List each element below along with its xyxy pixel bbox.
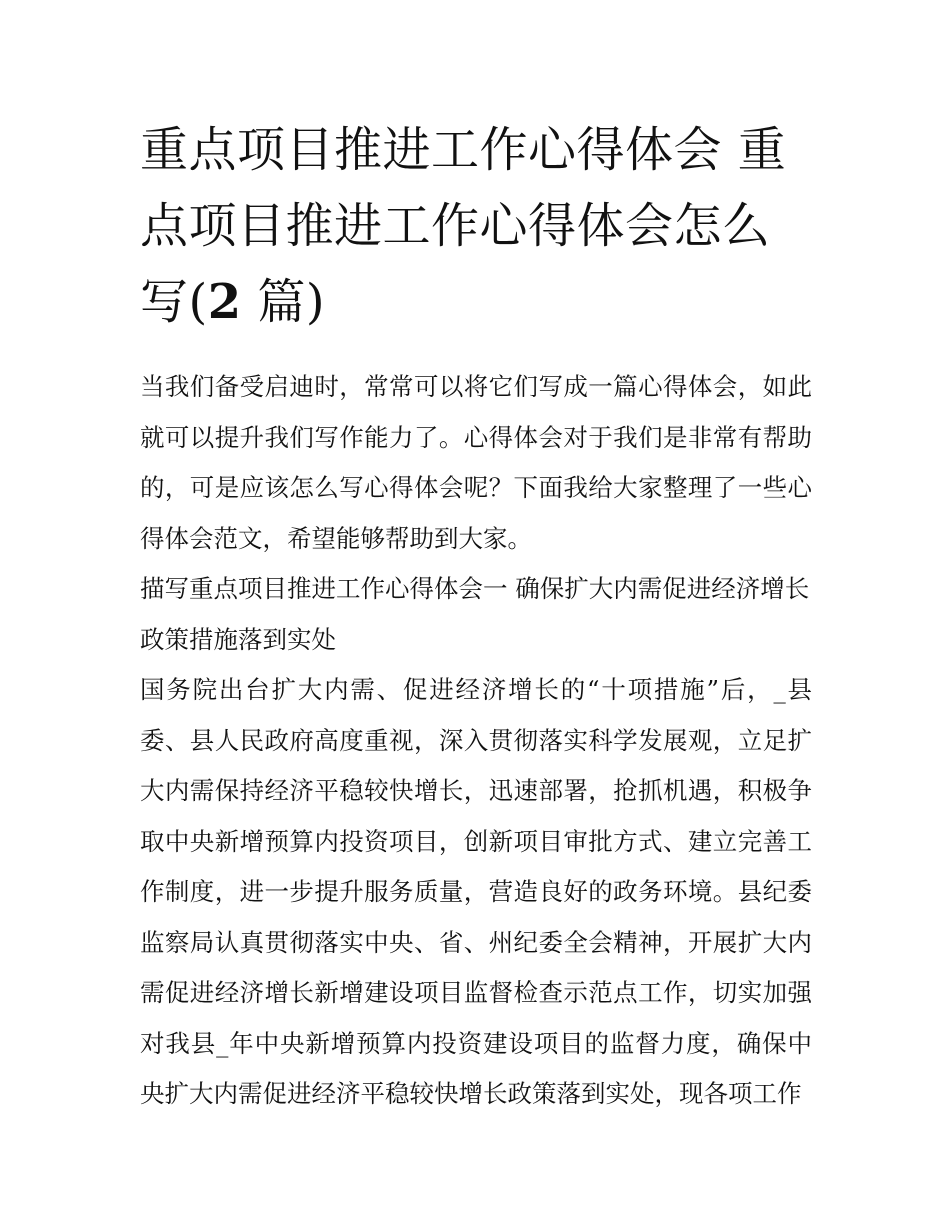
title-text-part1: 重点项目推进工作心得体会 重点项目推进工作心得体会怎么写( [140, 122, 787, 330]
intro-paragraph: 当我们备受启迪时，常常可以将它们写成一篇心得体会，如此就可以提升我们写作能力了。心得体会对于我们是非常有帮助的，可是应该怎么写心得体会呢？下面我给大家整理了一些心得体会范文，希望能够帮助到大家。 [140, 372, 812, 553]
document-content [140, 112, 812, 1120]
section-heading-1: 描写重点项目推进工作心得体会一 确保扩大内需促进经济增长政策措施落到实处 [140, 574, 810, 654]
document-title [140, 112, 812, 340]
title-number: 2 [207, 274, 242, 330]
title-text-part2: 篇) [241, 274, 326, 330]
section-body-1: 国务院出台扩大内需、促进经济增长的“十项措施”后，_县委、县人民政府高度重视，深入贯彻落实科学发展观，立足扩大内需保持经济平稳较快增长，迅速部署，抢抓机遇，积极争取中央新增预算内投资项目，创新项目审批方式、建立完善工作制度，进一步提升服务质量，营造良好的政务环境。县纪委监察局认真贯彻落实中央、省、州纪委全会精神，开展扩大内需促进经济增长新增建设项目监督检查示范点工作，切实加强对我县_年中央新增预算内投资建设项目的监督力度，确保中央扩大内需促进经济平稳较快增长政策落到实处，现各项工作 [140, 675, 812, 1108]
